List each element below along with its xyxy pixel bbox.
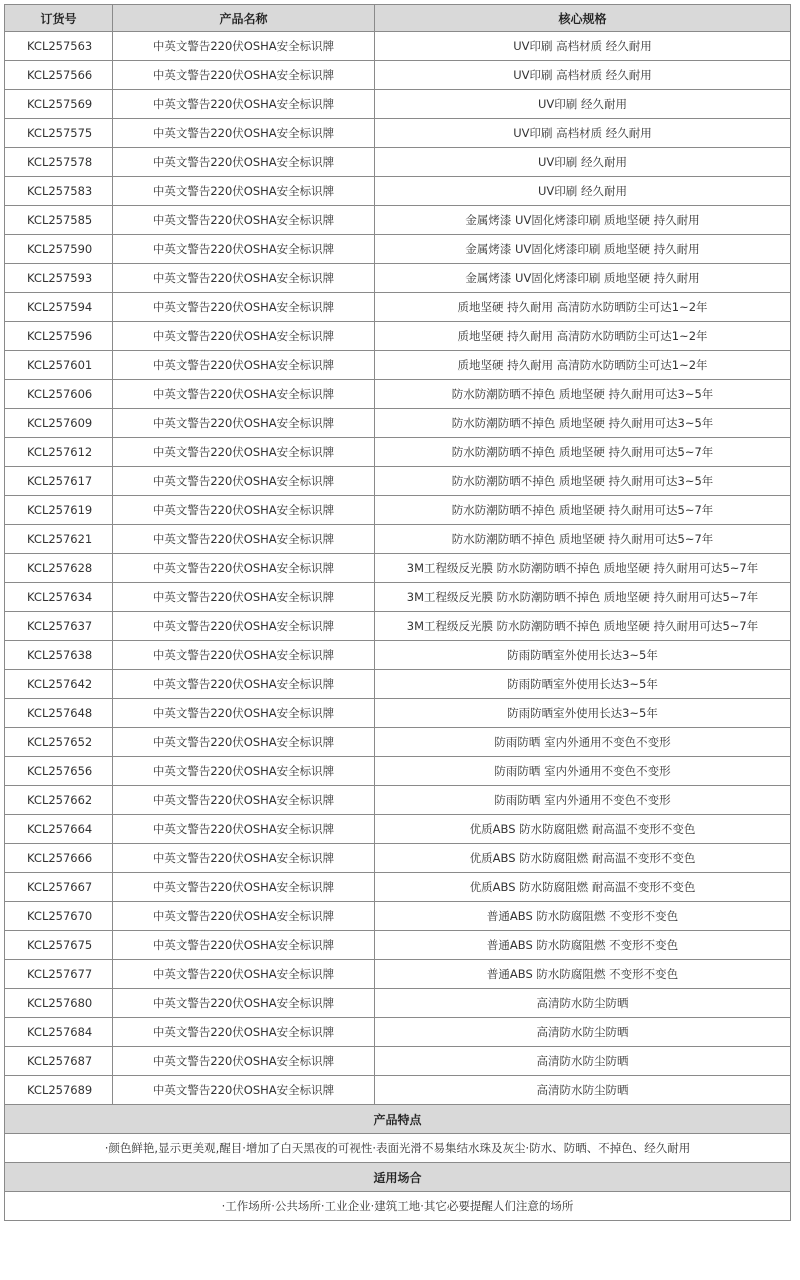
cell-code: KCL257612 xyxy=(5,438,113,467)
usage-title-row xyxy=(5,1163,791,1192)
cell-name: 中英文警告220伏OSHA安全标识牌 xyxy=(113,583,375,612)
table-row xyxy=(5,757,791,786)
table-row xyxy=(5,815,791,844)
table-row xyxy=(5,293,791,322)
table-row xyxy=(5,206,791,235)
cell-code: KCL257656 xyxy=(5,757,113,786)
cell-code: KCL257563 xyxy=(5,32,113,61)
cell-spec: UV印刷 经久耐用 xyxy=(375,148,791,177)
features-title: 产品特点 xyxy=(5,1105,791,1134)
cell-code: KCL257680 xyxy=(5,989,113,1018)
usage-text-row xyxy=(5,1192,791,1221)
cell-spec: 防雨防晒室外使用长达3~5年 xyxy=(375,641,791,670)
cell-code: KCL257662 xyxy=(5,786,113,815)
cell-name: 中英文警告220伏OSHA安全标识牌 xyxy=(113,293,375,322)
cell-name: 中英文警告220伏OSHA安全标识牌 xyxy=(113,554,375,583)
cell-code: KCL257628 xyxy=(5,554,113,583)
cell-spec: 质地坚硬 持久耐用 高清防水防晒防尘可达1~2年 xyxy=(375,322,791,351)
table-row xyxy=(5,351,791,380)
cell-code: KCL257609 xyxy=(5,409,113,438)
cell-spec: 防水防潮防晒不掉色 质地坚硬 持久耐用可达5~7年 xyxy=(375,525,791,554)
cell-spec: 金属烤漆 UV固化烤漆印刷 质地坚硬 持久耐用 xyxy=(375,264,791,293)
table-row xyxy=(5,467,791,496)
features-title-row xyxy=(5,1105,791,1134)
header-spec: 核心规格 xyxy=(375,5,791,32)
cell-name: 中英文警告220伏OSHA安全标识牌 xyxy=(113,1076,375,1105)
cell-name: 中英文警告220伏OSHA安全标识牌 xyxy=(113,815,375,844)
table-row xyxy=(5,177,791,206)
cell-name: 中英文警告220伏OSHA安全标识牌 xyxy=(113,670,375,699)
cell-name: 中英文警告220伏OSHA安全标识牌 xyxy=(113,467,375,496)
table-row xyxy=(5,989,791,1018)
spec-sheet xyxy=(4,4,790,1221)
table-row xyxy=(5,235,791,264)
table-row xyxy=(5,844,791,873)
cell-name: 中英文警告220伏OSHA安全标识牌 xyxy=(113,902,375,931)
table-row xyxy=(5,1018,791,1047)
cell-spec: 金属烤漆 UV固化烤漆印刷 质地坚硬 持久耐用 xyxy=(375,235,791,264)
cell-code: KCL257642 xyxy=(5,670,113,699)
table-row xyxy=(5,496,791,525)
cell-name: 中英文警告220伏OSHA安全标识牌 xyxy=(113,960,375,989)
cell-spec: 优质ABS 防水防腐阻燃 耐高温不变形不变色 xyxy=(375,844,791,873)
table-row xyxy=(5,119,791,148)
cell-name: 中英文警告220伏OSHA安全标识牌 xyxy=(113,496,375,525)
table-row xyxy=(5,960,791,989)
cell-spec: UV印刷 经久耐用 xyxy=(375,90,791,119)
table-row xyxy=(5,699,791,728)
cell-spec: 防水防潮防晒不掉色 质地坚硬 持久耐用可达3~5年 xyxy=(375,380,791,409)
cell-code: KCL257664 xyxy=(5,815,113,844)
cell-name: 中英文警告220伏OSHA安全标识牌 xyxy=(113,32,375,61)
cell-name: 中英文警告220伏OSHA安全标识牌 xyxy=(113,1047,375,1076)
cell-code: KCL257619 xyxy=(5,496,113,525)
cell-spec: 优质ABS 防水防腐阻燃 耐高温不变形不变色 xyxy=(375,815,791,844)
cell-spec: 3M工程级反光膜 防水防潮防晒不掉色 质地坚硬 持久耐用可达5~7年 xyxy=(375,612,791,641)
table-row xyxy=(5,380,791,409)
cell-spec: 高清防水防尘防晒 xyxy=(375,1076,791,1105)
cell-name: 中英文警告220伏OSHA安全标识牌 xyxy=(113,90,375,119)
cell-name: 中英文警告220伏OSHA安全标识牌 xyxy=(113,989,375,1018)
cell-spec: 高清防水防尘防晒 xyxy=(375,1047,791,1076)
cell-code: KCL257637 xyxy=(5,612,113,641)
cell-code: KCL257666 xyxy=(5,844,113,873)
usage-title: 适用场合 xyxy=(5,1163,791,1192)
cell-name: 中英文警告220伏OSHA安全标识牌 xyxy=(113,380,375,409)
table-row xyxy=(5,554,791,583)
cell-code: KCL257601 xyxy=(5,351,113,380)
product-table xyxy=(4,4,791,1221)
features-text: ·颜色鲜艳,显示更美观,醒目·增加了白天黑夜的可视性·表面光滑不易集结水珠及灰尘·防水、防晒、不掉色、经久耐用 xyxy=(5,1134,791,1163)
table-row xyxy=(5,438,791,467)
cell-code: KCL257648 xyxy=(5,699,113,728)
cell-name: 中英文警告220伏OSHA安全标识牌 xyxy=(113,612,375,641)
cell-spec: 3M工程级反光膜 防水防潮防晒不掉色 质地坚硬 持久耐用可达5~7年 xyxy=(375,554,791,583)
cell-code: KCL257687 xyxy=(5,1047,113,1076)
table-row xyxy=(5,786,791,815)
table-row xyxy=(5,90,791,119)
table-row xyxy=(5,1047,791,1076)
cell-name: 中英文警告220伏OSHA安全标识牌 xyxy=(113,438,375,467)
cell-spec: 防雨防晒 室内外通用不变色不变形 xyxy=(375,728,791,757)
table-row xyxy=(5,61,791,90)
table-row xyxy=(5,641,791,670)
cell-name: 中英文警告220伏OSHA安全标识牌 xyxy=(113,61,375,90)
cell-code: KCL257638 xyxy=(5,641,113,670)
cell-name: 中英文警告220伏OSHA安全标识牌 xyxy=(113,177,375,206)
table-row xyxy=(5,1076,791,1105)
cell-code: KCL257689 xyxy=(5,1076,113,1105)
cell-name: 中英文警告220伏OSHA安全标识牌 xyxy=(113,351,375,380)
table-body xyxy=(5,32,791,1105)
table-row xyxy=(5,583,791,612)
cell-spec: UV印刷 高档材质 经久耐用 xyxy=(375,61,791,90)
table-row xyxy=(5,931,791,960)
cell-spec: 防水防潮防晒不掉色 质地坚硬 持久耐用可达3~5年 xyxy=(375,467,791,496)
cell-name: 中英文警告220伏OSHA安全标识牌 xyxy=(113,728,375,757)
cell-code: KCL257569 xyxy=(5,90,113,119)
cell-name: 中英文警告220伏OSHA安全标识牌 xyxy=(113,699,375,728)
cell-spec: 高清防水防尘防晒 xyxy=(375,989,791,1018)
cell-spec: 优质ABS 防水防腐阻燃 耐高温不变形不变色 xyxy=(375,873,791,902)
table-row xyxy=(5,264,791,293)
cell-name: 中英文警告220伏OSHA安全标识牌 xyxy=(113,641,375,670)
cell-code: KCL257578 xyxy=(5,148,113,177)
cell-name: 中英文警告220伏OSHA安全标识牌 xyxy=(113,525,375,554)
cell-spec: 防水防潮防晒不掉色 质地坚硬 持久耐用可达3~5年 xyxy=(375,409,791,438)
cell-code: KCL257575 xyxy=(5,119,113,148)
cell-spec: 金属烤漆 UV固化烤漆印刷 质地坚硬 持久耐用 xyxy=(375,206,791,235)
table-row xyxy=(5,409,791,438)
cell-spec: 普通ABS 防水防腐阻燃 不变形不变色 xyxy=(375,960,791,989)
cell-spec: UV印刷 高档材质 经久耐用 xyxy=(375,32,791,61)
cell-code: KCL257594 xyxy=(5,293,113,322)
cell-name: 中英文警告220伏OSHA安全标识牌 xyxy=(113,757,375,786)
table-row xyxy=(5,32,791,61)
cell-spec: 防水防潮防晒不掉色 质地坚硬 持久耐用可达5~7年 xyxy=(375,438,791,467)
cell-code: KCL257590 xyxy=(5,235,113,264)
cell-name: 中英文警告220伏OSHA安全标识牌 xyxy=(113,786,375,815)
cell-spec: 防雨防晒室外使用长达3~5年 xyxy=(375,670,791,699)
cell-spec: 防雨防晒室外使用长达3~5年 xyxy=(375,699,791,728)
table-header-row xyxy=(5,5,791,32)
table-row xyxy=(5,322,791,351)
cell-name: 中英文警告220伏OSHA安全标识牌 xyxy=(113,235,375,264)
cell-spec: UV印刷 经久耐用 xyxy=(375,177,791,206)
cell-code: KCL257606 xyxy=(5,380,113,409)
cell-code: KCL257675 xyxy=(5,931,113,960)
table-row xyxy=(5,148,791,177)
cell-code: KCL257617 xyxy=(5,467,113,496)
cell-spec: 质地坚硬 持久耐用 高清防水防晒防尘可达1~2年 xyxy=(375,351,791,380)
cell-spec: 普通ABS 防水防腐阻燃 不变形不变色 xyxy=(375,931,791,960)
header-name: 产品名称 xyxy=(113,5,375,32)
cell-code: KCL257684 xyxy=(5,1018,113,1047)
cell-name: 中英文警告220伏OSHA安全标识牌 xyxy=(113,119,375,148)
cell-code: KCL257585 xyxy=(5,206,113,235)
cell-name: 中英文警告220伏OSHA安全标识牌 xyxy=(113,148,375,177)
cell-code: KCL257677 xyxy=(5,960,113,989)
cell-code: KCL257621 xyxy=(5,525,113,554)
features-text-row xyxy=(5,1134,791,1163)
cell-spec: UV印刷 高档材质 经久耐用 xyxy=(375,119,791,148)
cell-name: 中英文警告220伏OSHA安全标识牌 xyxy=(113,1018,375,1047)
table-row xyxy=(5,670,791,699)
table-row xyxy=(5,728,791,757)
cell-code: KCL257566 xyxy=(5,61,113,90)
cell-name: 中英文警告220伏OSHA安全标识牌 xyxy=(113,873,375,902)
cell-code: KCL257583 xyxy=(5,177,113,206)
table-row xyxy=(5,612,791,641)
cell-code: KCL257634 xyxy=(5,583,113,612)
cell-spec: 防雨防晒 室内外通用不变色不变形 xyxy=(375,786,791,815)
cell-name: 中英文警告220伏OSHA安全标识牌 xyxy=(113,206,375,235)
cell-code: KCL257593 xyxy=(5,264,113,293)
cell-code: KCL257596 xyxy=(5,322,113,351)
cell-spec: 防水防潮防晒不掉色 质地坚硬 持久耐用可达5~7年 xyxy=(375,496,791,525)
table-row xyxy=(5,902,791,931)
cell-spec: 高清防水防尘防晒 xyxy=(375,1018,791,1047)
cell-spec: 普通ABS 防水防腐阻燃 不变形不变色 xyxy=(375,902,791,931)
cell-spec: 3M工程级反光膜 防水防潮防晒不掉色 质地坚硬 持久耐用可达5~7年 xyxy=(375,583,791,612)
cell-spec: 防雨防晒 室内外通用不变色不变形 xyxy=(375,757,791,786)
usage-text: ·工作场所·公共场所·工业企业·建筑工地·其它必要提醒人们注意的场所 xyxy=(5,1192,791,1221)
cell-code: KCL257667 xyxy=(5,873,113,902)
table-row xyxy=(5,525,791,554)
cell-name: 中英文警告220伏OSHA安全标识牌 xyxy=(113,409,375,438)
cell-code: KCL257670 xyxy=(5,902,113,931)
table-row xyxy=(5,873,791,902)
cell-spec: 质地坚硬 持久耐用 高清防水防晒防尘可达1~2年 xyxy=(375,293,791,322)
cell-name: 中英文警告220伏OSHA安全标识牌 xyxy=(113,844,375,873)
cell-name: 中英文警告220伏OSHA安全标识牌 xyxy=(113,322,375,351)
cell-name: 中英文警告220伏OSHA安全标识牌 xyxy=(113,264,375,293)
header-code: 订货号 xyxy=(5,5,113,32)
cell-code: KCL257652 xyxy=(5,728,113,757)
cell-name: 中英文警告220伏OSHA安全标识牌 xyxy=(113,931,375,960)
